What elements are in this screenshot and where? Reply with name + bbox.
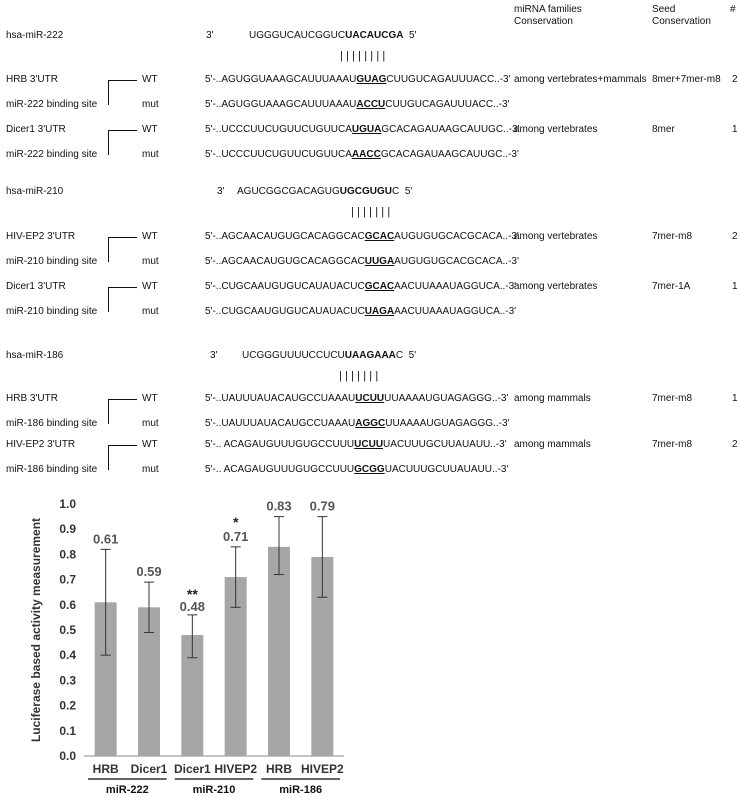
value-label: 0.48 [179, 598, 205, 614]
header-count: # [730, 4, 736, 15]
three-prime-label: 3' [217, 186, 225, 197]
y-tick-label: 0.0 [59, 749, 76, 763]
mirna-name: hsa-miR-222 [6, 30, 64, 41]
binding-site-label: miR-210 binding site [6, 306, 98, 317]
binding-site-label: miR-186 binding site [6, 418, 98, 429]
luciferase-bar-chart [0, 490, 740, 798]
seed-type-value: 7mer-m8 [652, 231, 693, 242]
value-label: 0.71 [223, 528, 249, 544]
seed-type-value: 7mer-m8 [652, 439, 693, 450]
target-gene-name: HRB 3'UTR [6, 74, 58, 85]
sequence-fragment: 5'-..AGCAACAUGUGCACAGGCAC [205, 231, 365, 242]
mirna-name: hsa-miR-210 [6, 186, 64, 197]
mut-label: mut [142, 149, 159, 160]
target-gene-name: Dicer1 3'UTR [6, 124, 66, 135]
mut-label: mut [142, 99, 159, 110]
value-label: 0.59 [136, 564, 162, 580]
mut-sequence [205, 99, 509, 111]
wt-sequence [205, 393, 508, 405]
seed-region-nucleotides: UGCGUGU [339, 186, 393, 197]
five-prime-label: 5' [403, 30, 417, 41]
mut-sequence [205, 418, 509, 430]
target-gene-name: HIV-EP2 3'UTR [6, 231, 76, 242]
wt-mut-bracket [108, 287, 137, 312]
five-prime-label: 5' [399, 186, 413, 197]
y-tick-label: 0.7 [59, 572, 76, 587]
site-count-value: 1 [732, 281, 738, 292]
sequence-fragment: 5'-..AGUGGUAAAGCAUUUAAAU [205, 99, 357, 110]
mut-label: mut [142, 464, 159, 475]
seed-region-nucleotides: UACAUCGA [345, 30, 404, 41]
sequence-fragment: GCACAGAUAAGCAUUGC..-3' [380, 149, 519, 160]
y-tick-label: 0.3 [59, 673, 76, 688]
wt-label: WT [142, 231, 158, 242]
sequence-fragment: UUAAAAUGUAGAGGG..-3' [385, 418, 510, 429]
seed-site-nucleotides: UCUU [355, 393, 385, 404]
binding-site-label: miR-210 binding site [6, 256, 98, 267]
seed-site-nucleotides: GCGG [354, 464, 385, 475]
wt-sequence [205, 74, 511, 86]
mut-label: mut [142, 418, 159, 429]
sequence-fragment: 5'-..UAUUUAUACAUGCCUAAAU [205, 418, 356, 429]
sequence-fragment: AACUUAAAUAGGUCA..-3' [394, 281, 517, 292]
conservation-value: among vertebrates [514, 124, 598, 135]
seed-region-nucleotides: UAAGAAA [344, 350, 396, 361]
wt-label: WT [142, 74, 158, 85]
wt-sequence [205, 231, 519, 243]
sequence-fragment: UGGGUCAUCGGUC [249, 30, 346, 41]
value-label: 0.83 [266, 498, 292, 514]
sequence-fragment: C [392, 186, 400, 197]
seed-site-nucleotides: GCAC [364, 281, 395, 292]
seed-type-value: 8mer+7mer-m8 [652, 74, 721, 85]
wt-sequence [205, 281, 516, 293]
wt-label: WT [142, 393, 158, 404]
y-tick-label: 0.1 [59, 723, 76, 738]
sequence-fragment: UCGGGUUUUCCUCU [242, 350, 345, 361]
sequence-fragment: AUGUGUGCACGCACA..-3' [394, 256, 519, 267]
y-axis-label: Luciferase based activity measurement [29, 517, 43, 743]
seed-site-nucleotides: ACCU [356, 99, 386, 110]
three-prime-label: 3' [206, 30, 214, 41]
seed-site-nucleotides: AGGC [355, 418, 386, 429]
sequence-fragment: 5'-.. ACAGAUGUUUGUGCCUUU [205, 439, 355, 450]
mut-label: mut [142, 256, 159, 267]
target-gene-name: HIV-EP2 3'UTR [6, 439, 76, 450]
x-tick-label: Dicer1 [173, 762, 211, 776]
three-prime-label: 3' [210, 350, 218, 361]
y-tick-label: 0.5 [59, 623, 76, 637]
seed-site-nucleotides: UCUU [354, 439, 384, 450]
binding-site-label: miR-186 binding site [6, 464, 98, 475]
y-tick-label: 0.2 [59, 698, 76, 713]
sequence-fragment: C [395, 350, 404, 361]
wt-mut-bracket [108, 445, 137, 470]
wt-mut-bracket [108, 80, 137, 105]
bar [268, 547, 290, 756]
conservation-value: among mammals [514, 439, 591, 450]
site-count-value: 1 [732, 124, 738, 135]
site-count-value: 2 [732, 231, 738, 242]
wt-label: WT [142, 281, 158, 292]
header-conservation: miRNA families Conservation [514, 4, 582, 27]
seed-site-nucleotides: AACC [351, 149, 381, 160]
sequence-fragment: AACUUAAAUAGGUCA..-3' [394, 306, 517, 317]
group-label: miR-222 [105, 784, 149, 796]
wt-label: WT [142, 124, 158, 135]
sequence-fragment: AUGUGUGCACGCACA..-3' [394, 231, 519, 242]
sequence-fragment: UACUUUGCUUAUAUU..-3' [383, 439, 507, 450]
target-gene-name: HRB 3'UTR [6, 393, 58, 404]
target-gene-name: Dicer1 3'UTR [6, 281, 66, 292]
pairing-bars: ||||||| [339, 370, 382, 382]
x-tick-label: HIVEP2 [214, 762, 258, 776]
significance-marker: * [232, 513, 239, 530]
sequence-fragment: GCACAGAUAAGCAUUGC..-3' [381, 124, 520, 135]
sequence-fragment: 5'-..CUGCAAUGUGUCAUAUACUC [205, 306, 365, 317]
sequence-fragment: AGUCGGCGACAGUG [237, 186, 340, 197]
y-tick-label: 1.0 [59, 497, 76, 511]
seed-type-value: 7mer-m8 [652, 393, 693, 404]
y-tick-label: 0.9 [59, 522, 76, 537]
seed-type-value: 7mer-1A [652, 281, 691, 292]
x-tick-label: HRB [266, 762, 292, 776]
x-tick-label: Dicer1 [130, 762, 168, 776]
mut-sequence [205, 464, 508, 476]
mirna-sequence [249, 30, 417, 42]
seed-site-nucleotides: GCAC [364, 231, 395, 242]
sequence-fragment: 5'-.. ACAGAUGUUUGUGCCUUU [205, 464, 355, 475]
seed-site-nucleotides: UGUA [351, 124, 382, 135]
wt-sequence [205, 439, 507, 451]
sequence-fragment: CUUGUCAGAUUUACC..-3' [385, 99, 510, 110]
seed-site-nucleotides: GUAG [356, 74, 387, 85]
value-label: 0.79 [309, 498, 335, 514]
significance-marker: ** [186, 585, 198, 602]
conservation-value: among vertebrates+mammals [514, 74, 647, 85]
sequence-fragment: 5'-..UAUUUAUACAUGCCUAAAU [205, 393, 356, 404]
group-label: miR-210 [192, 784, 236, 796]
mut-sequence [205, 306, 516, 318]
sequence-fragment: 5'-..CUGCAAUGUGUCAUAUACUC [205, 281, 365, 292]
conservation-value: among vertebrates [514, 281, 598, 292]
group-label: miR-186 [279, 784, 323, 796]
mirna-sequence [242, 350, 416, 362]
mirna-sequence [237, 186, 412, 198]
mirna-name: hsa-miR-186 [6, 350, 64, 361]
seed-site-nucleotides: UUGA [364, 256, 395, 267]
wt-mut-bracket [108, 399, 137, 424]
pairing-bars: ||||||| [351, 206, 394, 218]
five-prime-label: 5' [403, 350, 417, 361]
wt-mut-bracket [108, 130, 137, 155]
conservation-value: among mammals [514, 393, 591, 404]
mut-label: mut [142, 306, 159, 317]
sequence-fragment: 5'-..UCCCUUCUGUUCUGUUCA [205, 149, 352, 160]
y-tick-label: 0.4 [59, 648, 76, 663]
mut-sequence [205, 256, 519, 268]
seed-site-nucleotides: UAGA [364, 306, 395, 317]
seed-type-value: 8mer [652, 124, 675, 135]
y-tick-label: 0.6 [59, 597, 76, 612]
sequence-fragment: CUUGUCAGAUUUACC..-3' [386, 74, 511, 85]
sequence-fragment: UACUUUGCUUAUAUU..-3' [384, 464, 509, 475]
sequence-fragment: UUAAAAUGUAGAGGG..-3' [384, 393, 509, 404]
mut-sequence [205, 149, 519, 161]
site-count-value: 2 [732, 439, 738, 450]
binding-site-label: miR-222 binding site [6, 149, 98, 160]
site-count-value: 1 [732, 393, 738, 404]
conservation-value: among vertebrates [514, 231, 598, 242]
x-tick-label: HIVEP2 [300, 762, 344, 776]
sequence-fragment: 5'-..AGCAACAUGUGCACAGGCAC [205, 256, 365, 267]
header-seed: Seed Conservation [652, 4, 711, 27]
wt-sequence [205, 124, 519, 136]
wt-label: WT [142, 439, 158, 450]
site-count-value: 2 [732, 74, 738, 85]
sequence-fragment: 5'-..AGUGGUAAAGCAUUUAAAU [205, 74, 357, 85]
wt-mut-bracket [108, 237, 137, 262]
y-tick-label: 0.8 [59, 547, 76, 562]
x-tick-label: HRB [92, 762, 119, 776]
binding-site-label: miR-222 binding site [6, 99, 98, 110]
value-label: 0.61 [93, 531, 119, 547]
pairing-bars: |||||||| [340, 50, 389, 62]
sequence-fragment: 5'-..UCCCUUCUGUUCUGUUCA [205, 124, 352, 135]
